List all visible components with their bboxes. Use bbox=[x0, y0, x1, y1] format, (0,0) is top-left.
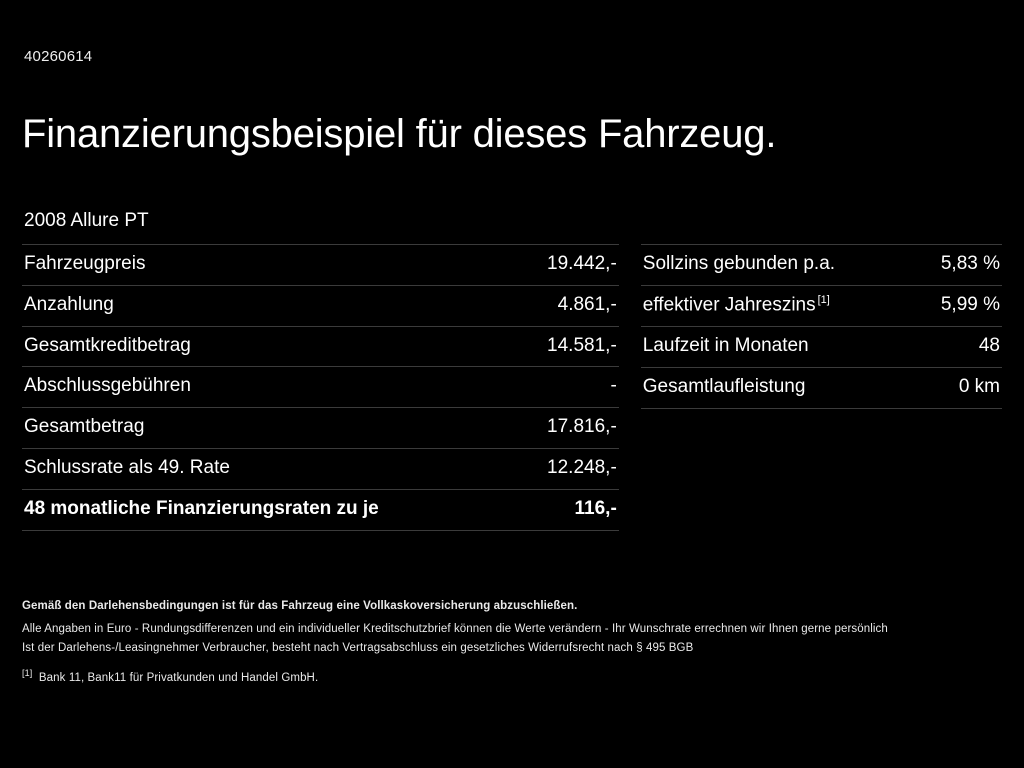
footnote-source-text: Bank 11, Bank11 für Privatkunden und Handel GmbH. bbox=[38, 671, 319, 684]
table-row bbox=[22, 286, 619, 327]
row-label: Anzahlung bbox=[24, 293, 114, 315]
row-label: Gesamtkreditbetrag bbox=[24, 334, 191, 356]
row-value: 5,99 % bbox=[940, 294, 1000, 316]
table-row bbox=[641, 286, 1002, 327]
row-label: Sollzins gebunden p.a. bbox=[642, 253, 836, 274]
footnote-line-2: Ist der Darlehens-/Leasingnehmer Verbraucher, besteht nach Vertragsabschluss ein gesetzliches Widerrufsrecht nach § 495 BGB bbox=[22, 642, 694, 654]
table-row bbox=[22, 327, 619, 368]
table-row bbox=[22, 408, 619, 449]
row-label bbox=[643, 294, 830, 317]
row-value: 17.816,- bbox=[547, 416, 617, 438]
finance-table-right bbox=[641, 244, 1002, 531]
row-label: Fahrzeugpreis bbox=[24, 253, 146, 274]
table-row bbox=[22, 244, 619, 286]
row-value: 19.442,- bbox=[547, 253, 617, 274]
row-label: Gesamtbetrag bbox=[24, 416, 145, 438]
row-value: - bbox=[610, 375, 617, 397]
table-row bbox=[22, 449, 619, 490]
row-label-text: effektiver Jahreszins bbox=[642, 294, 816, 316]
footnotes bbox=[22, 600, 1002, 684]
footnote-insurance-note: Gemäß den Darlehensbedingungen ist für das Fahrzeug eine Vollkaskoversicherung abzuschließen. bbox=[22, 600, 578, 612]
row-value: 116,- bbox=[574, 497, 617, 519]
row-value: 0 km bbox=[958, 375, 1000, 397]
vehicle-name: 2008 Allure PT bbox=[24, 210, 149, 231]
row-label: Schlussrate als 49. Rate bbox=[24, 456, 230, 478]
reference-id: 40260614 bbox=[24, 48, 93, 65]
table-row bbox=[22, 367, 619, 408]
row-value: 14.581,- bbox=[547, 334, 617, 356]
row-value: 12.248,- bbox=[547, 456, 617, 478]
table-row-monthly-rate bbox=[22, 490, 619, 531]
row-label: 48 monatliche Finanzierungsraten zu je bbox=[24, 497, 379, 519]
table-row bbox=[641, 368, 1002, 409]
row-value: 4.861,- bbox=[557, 293, 617, 315]
row-value: 48 bbox=[978, 334, 1000, 356]
table-row bbox=[641, 327, 1002, 368]
row-label: Gesamtlaufleistung bbox=[642, 375, 806, 397]
finance-tables bbox=[22, 244, 1002, 531]
page-title: Finanzierungsbeispiel für dieses Fahrzeug. bbox=[22, 111, 777, 156]
row-label: Laufzeit in Monaten bbox=[642, 334, 809, 356]
row-value: 5,83 % bbox=[940, 253, 1000, 274]
row-label: Abschlussgebühren bbox=[24, 375, 191, 397]
footnote-marker: [1] bbox=[22, 668, 33, 678]
footnote-line-1: Alle Angaben in Euro - Rundungsdifferenzen und ein individueller Kreditschutzbrief können die Werte verändern - Ihr Wunschrate errechnen wir Ihnen gerne persönlich bbox=[22, 623, 888, 635]
footnote-source bbox=[22, 668, 1002, 684]
table-row bbox=[641, 244, 1002, 286]
footnote-marker: [1] bbox=[817, 293, 830, 306]
finance-table-left bbox=[22, 244, 619, 531]
